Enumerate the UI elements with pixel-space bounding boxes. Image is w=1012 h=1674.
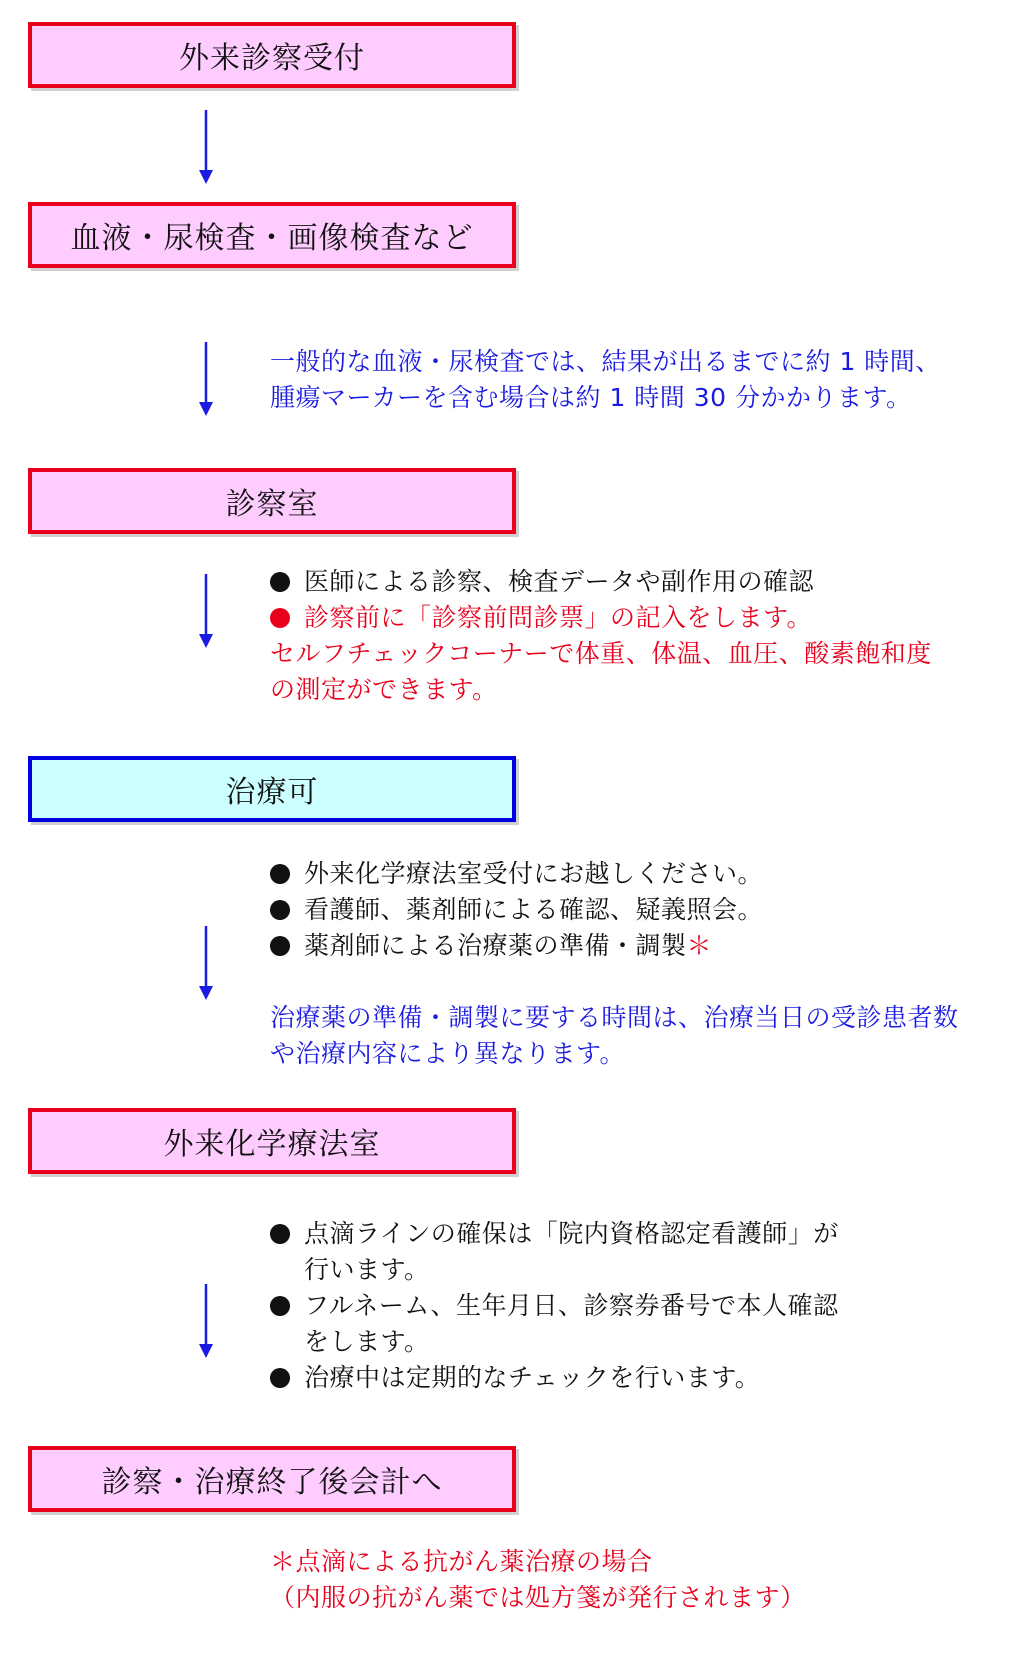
bullet-item bbox=[270, 1216, 839, 1252]
step-exam-room bbox=[28, 468, 516, 534]
bullet-continuation: 行います。 bbox=[304, 1255, 430, 1284]
bullet-item bbox=[270, 1360, 839, 1396]
note-tests bbox=[270, 344, 941, 416]
down-arrow-icon bbox=[196, 1284, 216, 1359]
bullet-text: 医師による診察、検査データや副作用の確認 bbox=[304, 567, 815, 596]
bullet-text: 看護師、薬剤師による確認、疑義照会。 bbox=[304, 895, 764, 924]
bullet-icon bbox=[270, 1368, 290, 1388]
note-treatment bbox=[270, 856, 959, 1072]
note-line: セルフチェックコーナーで体重、体温、血圧、酸素飽和度 bbox=[270, 639, 932, 668]
bullet-icon bbox=[270, 608, 290, 628]
step-label: 血液・尿検査・画像検査など bbox=[70, 221, 474, 256]
footnote-line: （内服の抗がん薬では処方箋が発行されます） bbox=[270, 1583, 806, 1612]
note-line: 一般的な血液・尿検査では、結果が出るまでに約 1 時間、 bbox=[270, 347, 941, 376]
step-label: 外来化学療法室 bbox=[163, 1127, 381, 1162]
bullet-item bbox=[270, 1288, 839, 1324]
down-arrow-icon bbox=[196, 342, 216, 417]
down-arrow-icon bbox=[196, 574, 216, 649]
note-line: 腫瘍マーカーを含む場合は約 1 時間 30 分かかります。 bbox=[270, 383, 912, 412]
note-line: の測定ができます。 bbox=[270, 675, 498, 704]
step-treatment-ok bbox=[28, 756, 516, 822]
bullet-continuation: をします。 bbox=[304, 1327, 430, 1356]
bullet-icon bbox=[270, 1296, 290, 1316]
bullet-item bbox=[270, 564, 932, 600]
bullet-item bbox=[270, 892, 959, 928]
step-label: 診察室 bbox=[225, 487, 319, 522]
step-reception bbox=[28, 22, 516, 88]
down-arrow-icon bbox=[196, 110, 216, 185]
bullet-text: 外来化学療法室受付にお越しください。 bbox=[304, 859, 764, 888]
bullet-icon bbox=[270, 864, 290, 884]
bullet-icon bbox=[270, 1224, 290, 1244]
bullet-item bbox=[270, 928, 959, 964]
bullet-text: 薬剤師による治療薬の準備・調製 bbox=[304, 931, 687, 960]
note-line: や治療内容により異なります。 bbox=[270, 1039, 626, 1068]
note-exam bbox=[270, 564, 932, 708]
bullet-icon bbox=[270, 900, 290, 920]
bullet-text: 治療中は定期的なチェックを行います。 bbox=[304, 1363, 761, 1392]
bullet-text: 点滴ラインの確保は「院内資格認定看護師」が bbox=[304, 1219, 839, 1248]
note-line: 治療薬の準備・調製に要する時間は、治療当日の受診患者数 bbox=[270, 1003, 959, 1032]
step-checkout bbox=[28, 1446, 516, 1512]
asterisk-mark: ＊ bbox=[686, 931, 713, 960]
bullet-text: 診察前に「診察前問診票」の記入をします。 bbox=[304, 603, 813, 632]
bullet-text: フルネーム、生年月日、診察券番号で本人確認 bbox=[304, 1291, 839, 1320]
bullet-icon bbox=[270, 572, 290, 592]
footnote-line: ＊点滴による抗がん薬治療の場合 bbox=[270, 1547, 653, 1576]
step-label: 診察・治療終了後会計へ bbox=[101, 1465, 443, 1500]
note-chemo-room bbox=[270, 1216, 839, 1396]
bullet-item bbox=[270, 856, 959, 892]
bullet-item bbox=[270, 600, 932, 636]
step-label: 治療可 bbox=[225, 775, 319, 810]
footnote bbox=[270, 1544, 806, 1616]
step-tests bbox=[28, 202, 516, 268]
bullet-icon bbox=[270, 936, 290, 956]
down-arrow-icon bbox=[196, 926, 216, 1001]
step-chemo-room bbox=[28, 1108, 516, 1174]
step-label: 外来診察受付 bbox=[179, 41, 365, 76]
